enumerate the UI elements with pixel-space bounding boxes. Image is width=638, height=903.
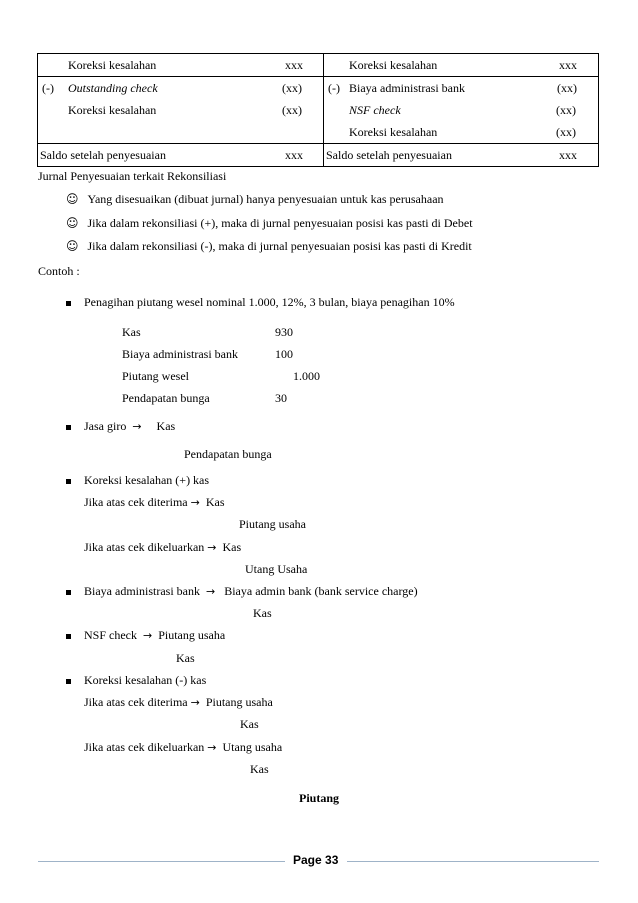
journal-account: Kas <box>122 325 141 339</box>
cell-amount: (xx) <box>557 81 577 95</box>
footer-divider-right <box>347 861 599 862</box>
journal-line <box>84 540 241 555</box>
journal-amount: 100 <box>275 347 293 361</box>
smile-bullet-icon: ☺ <box>66 216 79 230</box>
journal-debit: Kas <box>222 540 242 554</box>
condition-text: Jika atas cek dikeluarkan <box>84 740 205 754</box>
table-row <box>38 144 599 167</box>
table-cell-right <box>324 77 599 144</box>
list-item <box>66 584 418 599</box>
example-title: Koreksi kesalahan (+) kas <box>84 473 210 487</box>
list-item <box>66 192 444 207</box>
list-item-text: Jika dalam rekonsiliasi (-), maka di jurnal penyesuaian posisi kas pasti di Kredit <box>87 239 472 253</box>
journal-account: Biaya administrasi bank <box>122 347 238 361</box>
example-title: Jasa giro <box>84 419 127 433</box>
cell-amount: xxx <box>285 58 303 72</box>
journal-credit: Kas <box>250 762 269 776</box>
cell-label: NSF check <box>349 103 401 117</box>
journal-line <box>84 495 225 510</box>
journal-amount: 930 <box>275 325 293 339</box>
example-title: Penagihan piutang wesel nominal 1.000, 12%, 3 bulan, biaya penagihan 10% <box>84 295 455 309</box>
table-cell-right <box>324 54 599 77</box>
condition-text: Jika atas cek diterima <box>84 695 188 709</box>
arrow-right-icon: → <box>207 541 217 554</box>
arrow-right-icon: → <box>190 496 200 509</box>
journal-debit: Kas <box>205 495 225 509</box>
cell-sign: (-) <box>42 81 54 95</box>
cell-label: Outstanding check <box>68 81 158 95</box>
example-title: Koreksi kesalahan (-) kas <box>84 673 207 687</box>
contoh-label: Contoh : <box>38 264 80 278</box>
square-bullet-icon <box>66 679 71 684</box>
table-cell-left <box>38 77 324 144</box>
example-title: NSF check <box>84 628 137 642</box>
journal-credit: Utang Usaha <box>245 562 308 576</box>
smile-bullet-icon: ☺ <box>66 239 79 253</box>
arrow-right-icon: → <box>207 741 217 754</box>
journal-debit: Piutang usaha <box>205 695 273 709</box>
arrow-right-icon: → <box>190 696 200 709</box>
section-heading: Piutang <box>299 791 340 805</box>
journal-amount: 1.000 <box>293 369 320 383</box>
jurnal-heading: Jurnal Penyesuaian terkait Rekonsiliasi <box>38 169 227 183</box>
journal-debit: Piutang usaha <box>158 628 226 642</box>
square-bullet-icon <box>66 590 71 595</box>
journal-account: Pendapatan bunga <box>122 391 210 405</box>
square-bullet-icon <box>66 634 71 639</box>
list-item <box>66 673 206 688</box>
cell-amount: (xx) <box>282 81 302 95</box>
journal-line <box>84 695 273 710</box>
journal-line <box>84 740 282 755</box>
page-number: Page 33 <box>293 853 339 867</box>
journal-debit: Utang usaha <box>222 740 283 754</box>
journal-account: Piutang wesel <box>122 369 189 383</box>
condition-text: Jika atas cek diterima <box>84 495 188 509</box>
cell-label: Saldo setelah penyesuaian <box>326 148 452 162</box>
cell-amount: xxx <box>285 148 303 162</box>
journal-debit: Kas <box>156 419 176 433</box>
arrow-right-icon: → <box>205 585 216 598</box>
cell-amount: xxx <box>559 148 577 162</box>
journal-credit: Kas <box>176 651 195 665</box>
arrow-right-icon: → <box>132 420 142 433</box>
cell-sign: (-) <box>328 81 340 95</box>
cell-label: Biaya administrasi bank <box>349 81 465 95</box>
table-row <box>38 54 599 77</box>
square-bullet-icon <box>66 425 71 430</box>
journal-credit: Piutang usaha <box>239 517 306 531</box>
example-title: Biaya administrasi bank <box>84 584 200 598</box>
table-row <box>38 77 599 144</box>
journal-debit: Biaya admin bank (bank service charge) <box>224 584 418 598</box>
smile-bullet-icon: ☺ <box>66 192 79 206</box>
journal-amount: 30 <box>275 391 287 405</box>
cell-amount: (xx) <box>556 125 576 139</box>
cell-label: Saldo setelah penyesuaian <box>40 148 166 162</box>
cell-amount: xxx <box>559 58 577 72</box>
list-item <box>66 239 472 254</box>
journal-credit: Kas <box>253 606 272 620</box>
list-item-text: Yang disesuaikan (dibuat jurnal) hanya penyesuaian untuk kas perusahaan <box>87 192 444 206</box>
cell-label: Koreksi kesalahan <box>68 103 157 117</box>
journal-credit: Pendapatan bunga <box>184 447 272 461</box>
cell-label: Koreksi kesalahan <box>349 58 438 72</box>
list-item <box>66 419 175 434</box>
cell-amount: (xx) <box>556 103 576 117</box>
list-item <box>66 295 455 310</box>
cell-label: Koreksi kesalahan <box>68 58 157 72</box>
square-bullet-icon <box>66 479 71 484</box>
list-item <box>66 216 473 231</box>
arrow-right-icon: → <box>143 629 153 642</box>
table-cell-right <box>324 144 599 167</box>
list-item <box>66 628 225 643</box>
cell-amount: (xx) <box>282 103 302 117</box>
table-cell-left <box>38 144 324 167</box>
square-bullet-icon <box>66 301 71 306</box>
condition-text: Jika atas cek dikeluarkan <box>84 540 205 554</box>
list-item <box>66 473 209 488</box>
reconciliation-table <box>37 53 599 167</box>
list-item-text: Jika dalam rekonsiliasi (+), maka di jurnal penyesuaian posisi kas pasti di Debet <box>87 216 473 230</box>
footer-divider-left <box>38 861 285 862</box>
cell-label: Koreksi kesalahan <box>349 125 438 139</box>
journal-credit: Kas <box>240 717 259 731</box>
table-cell-left <box>38 54 324 77</box>
